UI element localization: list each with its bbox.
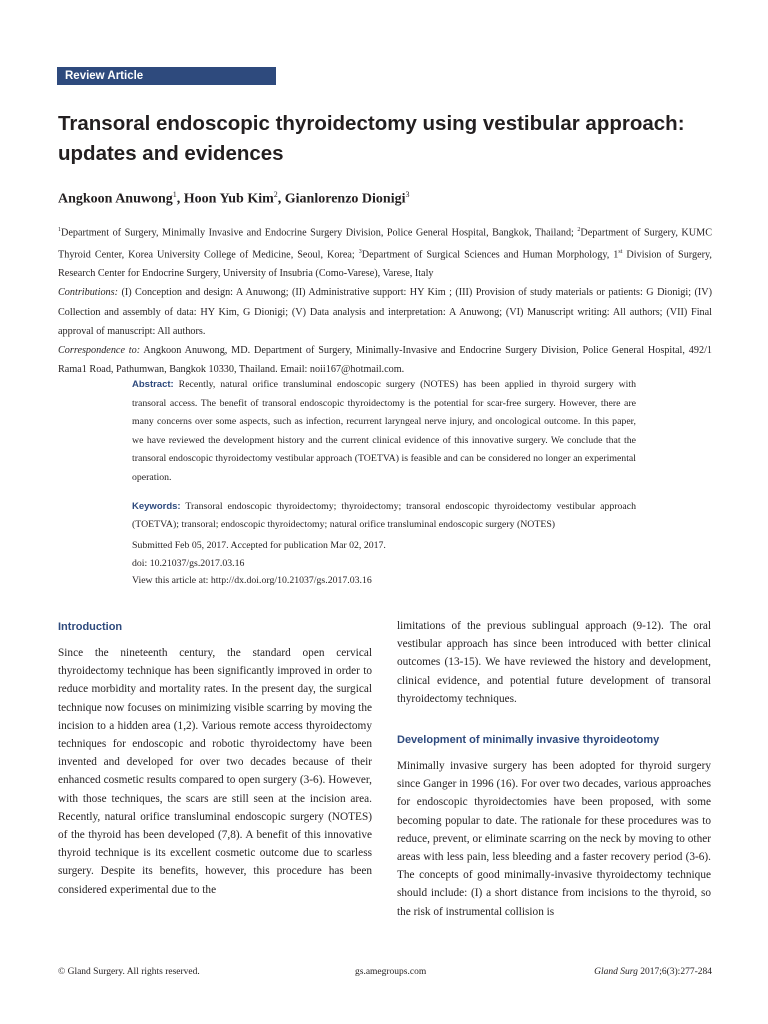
volume-pages: 2017;6(3):277-284 xyxy=(637,967,712,977)
author-list xyxy=(58,185,409,210)
affiliation-1: Department of Surgery, Minimally Invasive and Endocrine Surgery Division, Police General Hospital, Bangkok, Thailand; xyxy=(61,227,578,239)
abstract xyxy=(132,376,636,488)
footer-copyright: © Gland Surgery. All rights reserved. xyxy=(58,967,200,977)
footer-website[interactable]: gs.amegroups.com xyxy=(355,967,427,977)
title-line-1: Transoral endoscopic thyroidectomy using vestibular approach: xyxy=(58,112,685,135)
author-name: Gianlorenzo Dionigi xyxy=(284,191,406,207)
journal-name: Gland Surg xyxy=(594,967,638,977)
doi: doi: 10.21037/gs.2017.03.16 xyxy=(132,557,245,569)
affiliation-3-rest: Division of Surgery, Research Center for Endocrine Surgery, University of Insubria (Como-Varese), Varese, Italy xyxy=(58,248,712,280)
keywords-text: Transoral endoscopic thyroidectomy; thyroidectomy; transoral endoscopic thyroidectomy vestibular approach (TOETVA); transoral; endoscopic thyroidectomy; natural orifice transluminal endoscopic surgery (NOTES) xyxy=(132,500,636,531)
development-paragraph: Minimally invasive surgery has been adopted for thyroid surgery since Ganger in 1996 (16). For over two decades, various approaches for endoscopic thyroidectomies have been proposed, with some becoming popular to date. The rationale for these procedures was to reduce, prevent, or eliminate scarring on the neck by moving to other areas with less pain, less bleeding and a faster recovery period (3-6). The concepts of good minimally-invasive thyroidectomy technique should include: (I) a short distance from incisions to the thyroid, so the risk of instrumental collision is xyxy=(397,760,711,918)
affiliations xyxy=(58,221,712,283)
abstract-text: Recently, natural orifice transluminal endoscopic surgery (NOTES) has been applied in thyroid surgery with transoral access. The benefit of transoral endoscopic thyroidectomy is the potential for scar-free surgery. However, there are many concerns over some aspects, such as infection, recurrent laryngeal nerve injury, and oncological outcome. In this paper, we have reviewed the development history and the current clinical evidence of this innovative surgery. We conclude that the transoral endoscopic thyroidectomy vestibular approach (TOETVA) is feasible and can be considered no longer an experimental operation. xyxy=(132,379,636,483)
author-affiliation-mark: 2 xyxy=(273,190,278,199)
contributions xyxy=(58,283,712,341)
contributions-label: Contributions: xyxy=(58,287,119,299)
author-name: Hoon Yub Kim xyxy=(183,191,274,207)
keywords xyxy=(132,498,636,535)
section-heading-development: Development of minimally invasive thyroideotomy xyxy=(397,734,660,746)
title-line-2: updates and evidences xyxy=(58,142,284,165)
section-heading-introduction: Introduction xyxy=(58,621,123,633)
ordinal-suffix: st xyxy=(618,248,623,255)
publication-dates xyxy=(132,537,532,590)
article-title xyxy=(58,109,718,169)
article-metadata xyxy=(58,221,712,379)
correspondence xyxy=(58,341,712,379)
author-affiliation-mark: 3 xyxy=(405,190,410,199)
introduction-paragraph: Since the nineteenth century, the standard open cervical thyroidectomy technique has been significantly improved in order to reduce morbidity and mortality rates. In the present day, the surgical technique now focuses on minimizing visible scarring by moving the incision to a hidden area (1,2). Various remote access thyroidectomy techniques for endoscopic and robotic thyroidectomy have been invented and developed for over two decades because of their enhanced cosmetic results compared to open surgery (3-6). However, with those techniques, the scars are still seen at the incision area. Recently, natural orifice transluminal endoscopic surgery (NOTES) of the thyroid has been developed (7,8). A benefit of this innovative thyroid technique is its excellent cosmetic outcome due to scarless surgery. Despite its benefits, however, this procedure has been considered experimental due to the xyxy=(58,647,372,896)
affiliation-mark: 3 xyxy=(358,248,362,255)
introduction-continued-paragraph: limitations of the previous sublingual approach (9-12). The oral vestibular approach has since been introduced with better clinical outcomes (13-15). We have reviewed the history and development, clinical evidence, and potential future development of transoral thyroidectomy techniques. xyxy=(397,620,711,705)
affiliation-2: Department of Surgery, KUMC Thyroid Center, Korea University College of Medicine, Seoul, Korea; xyxy=(58,227,712,260)
submission-dates: Submitted Feb 05, 2017. Accepted for publication Mar 02, 2017. xyxy=(132,540,386,551)
correspondence-text: Angkoon Anuwong, MD. Department of Surgery, Minimally-Invasive and Endocrine Surgery Division, Police General Hospital, 492/1 Rama1 Road, Pathumwan, Bangkok 10330, Thailand. Email: noii167@hotmail.com. xyxy=(58,345,712,376)
body-column-right xyxy=(397,617,711,708)
article-link[interactable]: View this article at: http://dx.doi.org/10.21037/gs.2017.03.16 xyxy=(132,575,372,587)
affiliation-mark: 1 xyxy=(58,227,61,233)
author-name: Angkoon Anuwong xyxy=(58,191,173,207)
footer-citation xyxy=(594,964,712,980)
author-affiliation-mark: 1 xyxy=(172,190,177,199)
abstract-block xyxy=(132,376,636,535)
contributions-text: (I) Conception and design: A Anuwong; (II) Administrative support: HY Kim ; (III) Provision of study materials or patients: G Dionigi; (IV) Collection and assembly of data: HY Kim, G Dionigi; (V) Data analysis and interpretation: A Anuwong; (VI) Manuscript writing: All authors; (VII) Final approval of manuscript: All authors. xyxy=(58,287,712,337)
correspondence-label: Correspondence to: xyxy=(58,345,141,356)
body-column-right-lower xyxy=(397,757,711,921)
keywords-label: Keywords: xyxy=(132,500,181,512)
abstract-label: Abstract: xyxy=(132,379,174,390)
author-separator: , xyxy=(176,191,184,207)
author-separator: , xyxy=(277,191,285,207)
affiliation-3: Department of Surgical Sciences and Human Morphology, 1 xyxy=(361,248,619,260)
article-type-banner: Review Article xyxy=(57,67,276,85)
body-column-left xyxy=(58,644,372,899)
page-footer xyxy=(58,964,712,980)
affiliation-mark: 2 xyxy=(577,227,581,233)
